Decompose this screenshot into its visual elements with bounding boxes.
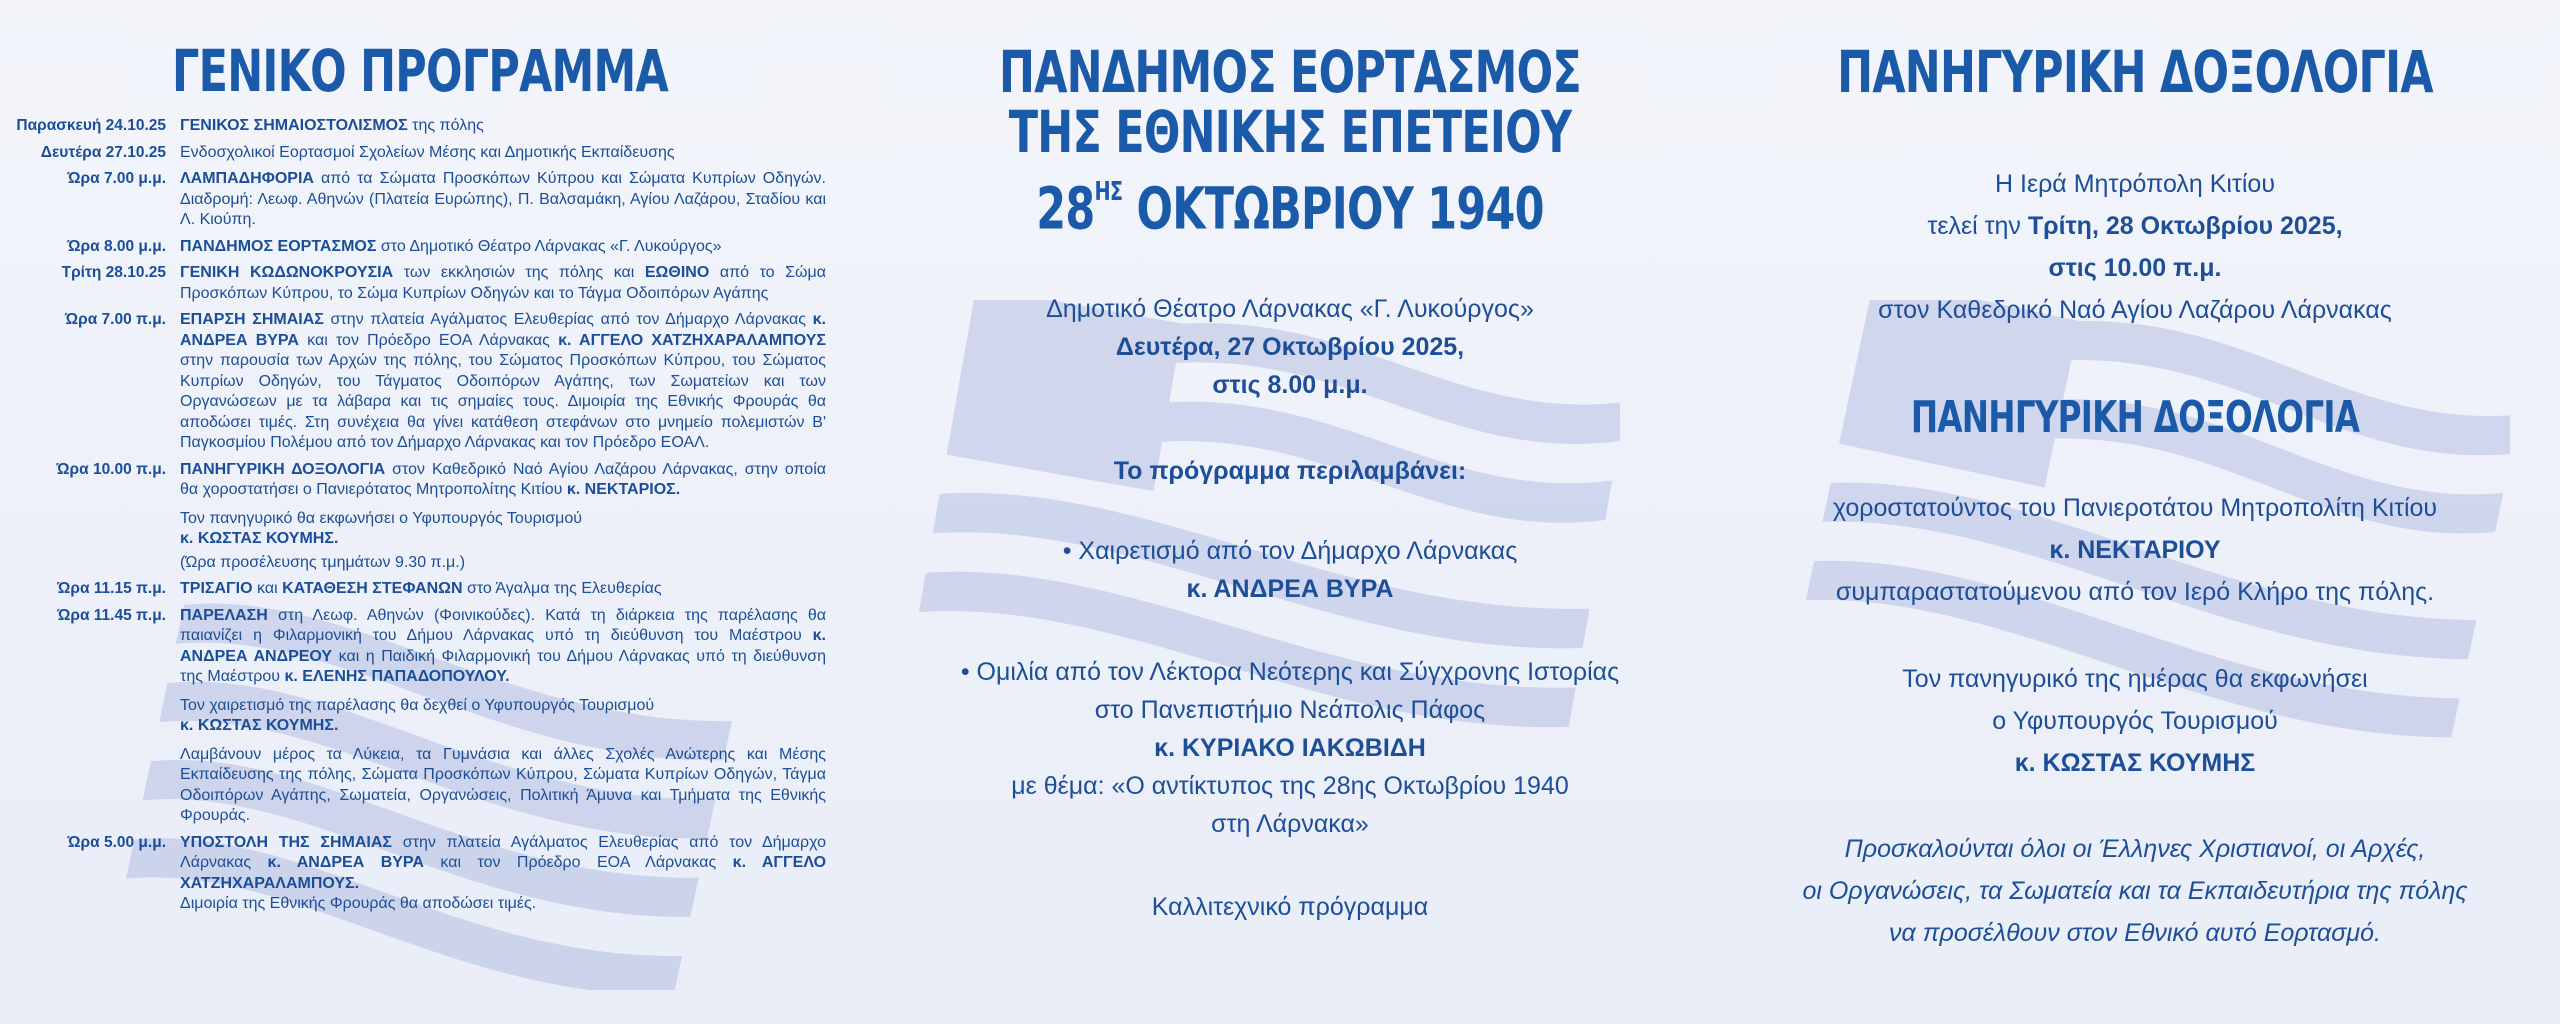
program-row — [0, 833, 840, 915]
program-text: Ενδοσχολικοί Εορτασμοί Σχολείων Μέσης και Δημοτικής Εκπαίδευσης — [180, 143, 675, 161]
program-text: ΠΑΡΕΛΑΣΗ στη Λεωφ. Αθηνών (Φοινικούδες). Κατά τη διάρκεια της παρέλασης θα παιανίζει η Φιλαρμονική του Δήμου Λάρνακας υπό τη διεύθυνση του Μαέστρου κ. ΑΝΔΡΕΑ ΑΝΔΡΕΟΥ και η Παιδική Φιλαρμονική του Δήμου Λάρνακας υπό τη διεύθυνση της Μαέστρου κ. ΕΛΕΝΗΣ ΠΑΠΑΔΟΠΟΥΛΟΥ. Τον χαιρετισμό της παρέλασης θα δεχθεί ο Υφυπουργός Τουρισμού κ. ΚΩΣΤΑΣ ΚΟΥΜΗΣ. Λαμβάνουν μέρος τα Λύκεια, τα Γυμνάσια και άλλες Σχολές Ανώτερης και Μέσης Εκπαίδευσης της πόλης, Σώματα Προσκόπων Κύπρου, Σώματα Κυπρίων Οδηγών, Τάγμα Οδοιπόρων Αγάπης, Σωματεία, Οργανώσεις, Πολιτική Άμυνα και Τμήματα της Εθνικής Φρουράς. — [180, 606, 826, 824]
program-date: Δευτέρα 27.10.25 — [40, 143, 166, 161]
celebration-title: ΠΑΝΔΗΜΟΣ ΕΟΡΤΑΣΜΟΣ ΤΗΣ ΕΘΝΙΚΗΣ ΕΠΕΤΕΙΟΥ $28^{H\Sigma}$ ΟΚΤΩΒΡΙΟΥ 1940 — [999, 38, 1581, 243]
event-time: στις 8.00 μ.μ. — [1212, 371, 1368, 399]
program-date: Ώρα 8.00 μ.μ. — [67, 237, 166, 255]
program-item: • Ομιλία από τον Λέκτορα Νεότερης και Σύγχρονης Ιστορίας — [960, 658, 1620, 686]
program-row — [0, 143, 840, 164]
program-row — [0, 310, 840, 454]
program-text: ΠΑΝΗΓΥΡΙΚΗ ΔΟΞΟΛΟΓΙΑ στον Καθεδρικό Ναό Αγίου Λαζάρου Λάρνακας, στην οποία θα χοροστατήσει ο Πανιερότατος Μητροπολίτης Κιτίου κ. ΝΕΚΤΑΡΙΟΣ. Τον πανηγυρικό θα εκφωνήσει ο Υφυπουργός Τουρισμού κ. ΚΩΣΤΑΣ ΚΟΥΜΗΣ. (Ώρα προσέλευσης τμημάτων 9.30 π.μ.) — [180, 460, 827, 571]
doxology-title: ΠΑΝΗΓΥΡΙΚΗ ΔΟΞΟΛΟΓΙΑ — [1837, 38, 2433, 106]
general-program-title: ΓΕΝΙΚΟ ΠΡΟΓΡΑΜΜΑ — [172, 37, 668, 105]
program-row — [0, 579, 840, 600]
program-date: Ώρα 7.00 π.μ. — [65, 311, 166, 328]
program-date: Ώρα 11.45 π.μ. — [57, 606, 166, 624]
program-item-name: κ. ΚΥΡΙΑΚΟ ΙΑΚΩΒΙΔΗ — [1154, 734, 1426, 762]
program-text: ΛΑΜΠΑΔΗΦΟΡΙΑ από τα Σώματα Προσκόπων Κύπρου και Σώματα Κυπρίων Οδηγών. Διαδρομή: Λεωφ. Αθηνών (Πλατεία Ευρώπης), Π. Βαλσαμάκη, Αγίου Λαζάρου, Σταδίου και Λ. Κιούπη. — [180, 170, 826, 228]
program-row — [0, 116, 840, 137]
program-item: με θέμα: «Ο αντίκτυπος της 28ης Οκτωβρίου 1940 — [1011, 772, 1569, 800]
program-date: Ώρα 11.15 π.μ. — [57, 580, 166, 597]
program-heading: Το πρόγραμμα περιλαμβάνει: — [1113, 457, 1467, 485]
program-text: ΓΕΝΙΚΟΣ ΣΗΜΑΙΟΣΤΟΛΙΣΜΟΣ της πόλης — [180, 117, 484, 134]
program-text: ΤΡΙΣΑΓΙΟ και ΚΑΤΑΘΕΣΗ ΣΤΕΦΑΝΩΝ στο Άγαλμα της Ελευθερίας — [180, 580, 662, 597]
program-date: Παρασκευή 24.10.25 — [16, 117, 166, 134]
program-items-speech — [870, 653, 1710, 843]
program-list — [0, 116, 840, 921]
program-date: Τρίτη 28.10.25 — [61, 264, 166, 281]
doxology-subtitle: ΠΑΝΗΓΥΡΙΚΗ ΔΟΞΟΛΟΓΙΑ — [1910, 392, 2360, 443]
invitation-text: Προσκαλούνται όλοι οι Έλληνες Χριστιανοί, οι Αρχές, οι Οργανώσεις, τα Σωματεία και τα Εκπαιδευτήρια της πόλης να προσέλθουν στον Εθνικό αυτό Εορτασμό. — [1802, 835, 2468, 947]
program-text: ΕΠΑΡΣΗ ΣΗΜΑΙΑΣ στην πλατεία Αγάλματος Ελευθερίας από τον Δήμαρχο Λάρνακας κ. ΑΝΔΡΕΑ ΒΥΡΑ και τον Πρόεδρο ΕΟΑ Λάρνακας κ. ΑΓΓΕΛΟ ΧΑΤΖΗΧΑΡΑΛΑΜΠΟΥΣ στην παρουσία των Αρχών της πόλης, του Σώματος Προσκόπων Κύπρου, του Σώματος Κυπρίων Οδηγών, του Τάγματος Οδοιπόρων Αγάπης, των Σωματείων και των Οργανώσεων με τα λάβαρα και τις σημαίες τους. Διμοιρία της Εθνικής Φρουράς θα αποδώσει τιμές. Στη συνέχεια θα γίνει κατάθεση στεφάνων στο μνημείο πολεμιστών Β' Παγκοσμίου Πολέμου από τον Δήμαρχο Λάρνακας και τον Πρόεδρο ΕΟΑΛ. — [180, 311, 827, 451]
speech-details: Τον πανηγυρικό της ημέρας θα εκφωνήσει ο Υφυπουργός Τουρισμού κ. ΚΩΣΤΑΣ ΚΟΥΜΗΣ — [1902, 665, 2368, 777]
metropolitan-details: χοροστατούντος του Πανιεροτάτου Μητροπολίτη Κιτίου κ. ΝΕΚΤΑΡΙΟΥ συμπαραστατούμενου από τον Ιερό Κλήρο της πόλης. — [1832, 494, 2438, 606]
program-date: Ώρα 7.00 μ.μ. — [67, 170, 166, 187]
program-row — [0, 237, 840, 258]
program-text: ΓΕΝΙΚΗ ΚΩΔΩΝΟΚΡΟΥΣΙΑ των εκκλησιών της πόλης και ΕΩΘΙΝΟ από το Σώμα Προσκόπων Κύπρου, το Σώμα Κυπρίων Οδηγών και το Τάγμα Οδοιπόρων Αγάπης — [180, 264, 826, 302]
event-details — [870, 290, 1710, 404]
program-row — [0, 169, 840, 231]
program-item: στη Λάρνακα» — [1211, 810, 1369, 838]
program-items — [870, 532, 1710, 608]
program-row — [0, 606, 840, 827]
doxology-details: Η Ιερά Μητρόπολη Κιτίου τελεί την Τρίτη, 28 Οκτωβρίου 2025, στις 10.00 π.μ. στον Καθεδρικό Ναό Αγίου Λαζάρου Λάρνακας — [1878, 170, 2392, 324]
program-item: στο Πανεπιστήμιο Νεάπολις Πάφος — [1094, 696, 1486, 724]
program-includes — [870, 452, 1710, 490]
program-row — [0, 460, 840, 574]
program-row — [0, 263, 840, 304]
program-item: • Χαιρετισμό από τον Δήμαρχο Λάρνακας — [1062, 537, 1518, 565]
program-text: ΥΠΟΣΤΟΛΗ ΤΗΣ ΣΗΜΑΙΑΣ στην πλατεία Αγάλματος Ελευθερίας από τον Δήμαρχο Λάρνακας κ. ΑΝΔΡΕΑ ΒΥΡΑ και τον Πρόεδρο ΕΟΑ Λάρνακας κ. ΑΓΓΕΛΟ ΧΑΤΖΗΧΑΡΑΛΑΜΠΟΥΣ. Διμοιρία της Εθνικής Φρουράς θα αποδώσει τιμές. — [180, 833, 827, 912]
program-item-name: κ. ΑΝΔΡΕΑ ΒΥΡΑ — [1186, 575, 1394, 603]
program-items-art — [870, 888, 1710, 926]
event-date: Δευτέρα, 27 Οκτωβρίου 2025, — [1115, 333, 1465, 361]
program-item: Καλλιτεχνικό πρόγραμμα — [1151, 893, 1429, 921]
program-text: ΠΑΝΔΗΜΟΣ ΕΟΡΤΑΣΜΟΣ στο Δημοτικό Θέατρο Λάρνακας «Γ. Λυκούργος» — [180, 237, 722, 255]
program-date: Ώρα 5.00 μ.μ. — [67, 833, 166, 851]
program-date: Ώρα 10.00 π.μ. — [56, 460, 166, 478]
venue: Δημοτικό Θέατρο Λάρνακας «Γ. Λυκούργος» — [1046, 295, 1534, 323]
